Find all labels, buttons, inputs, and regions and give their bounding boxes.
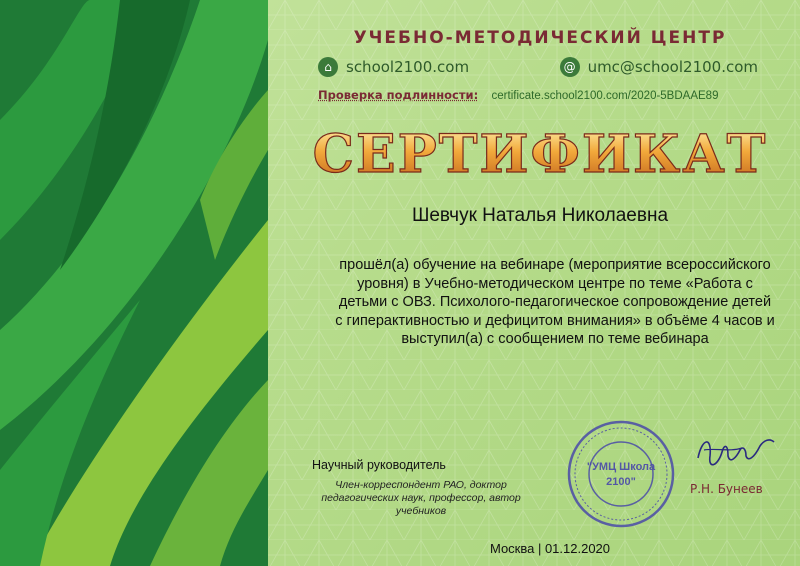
organization-name: УЧЕБНО-МЕТОДИЧЕСКИЙ ЦЕНТР (353, 28, 727, 48)
supervisor-description: Член-корреспондент РАО, доктор педагогических наук, профессор, автор учебников (321, 479, 521, 517)
verification-line (318, 88, 718, 102)
official-stamp (565, 418, 677, 530)
verification-label: Проверка подлинности: (318, 88, 479, 102)
certificate-body: прошёл(а) обучение на вебинаре (мероприятие всероссийского уровня) в Учебно-методическом центре по теме «Работа с детьми с ОВЗ. Психолого-педагогическое сопровождение детей с гиперактивностью и дефицитом внимания» в объёме 4 часов и выступил(а) с сообщением по теме вебинара (335, 257, 775, 347)
email-contact (560, 57, 758, 77)
supervisor-role: Научный руководитель (312, 458, 446, 472)
home-icon: ⌂ (318, 57, 338, 77)
svg-text:"УМЦ Школа: "УМЦ Школа (586, 461, 656, 473)
signer-name: Р.Н. Бунеев (690, 482, 763, 496)
certificate-title (300, 112, 780, 192)
contacts-row (318, 57, 758, 77)
place-and-date: Москва | 01.12.2020 (489, 541, 611, 556)
verification-link[interactable]: certificate.school2100.com/2020-5BDAAE89 (491, 90, 719, 102)
website-text: school2100.com (346, 58, 470, 76)
certificate-title-text: СЕРТИФИКАТ (312, 124, 768, 185)
website-contact (318, 57, 469, 77)
email-text: umc@school2100.com (587, 58, 758, 76)
decorative-waves (0, 0, 268, 566)
svg-text:2100": 2100" (606, 476, 636, 488)
at-icon: @ (560, 57, 580, 77)
signature (690, 428, 780, 478)
recipient-name: Шевчук Наталья Николаевна (411, 205, 669, 226)
